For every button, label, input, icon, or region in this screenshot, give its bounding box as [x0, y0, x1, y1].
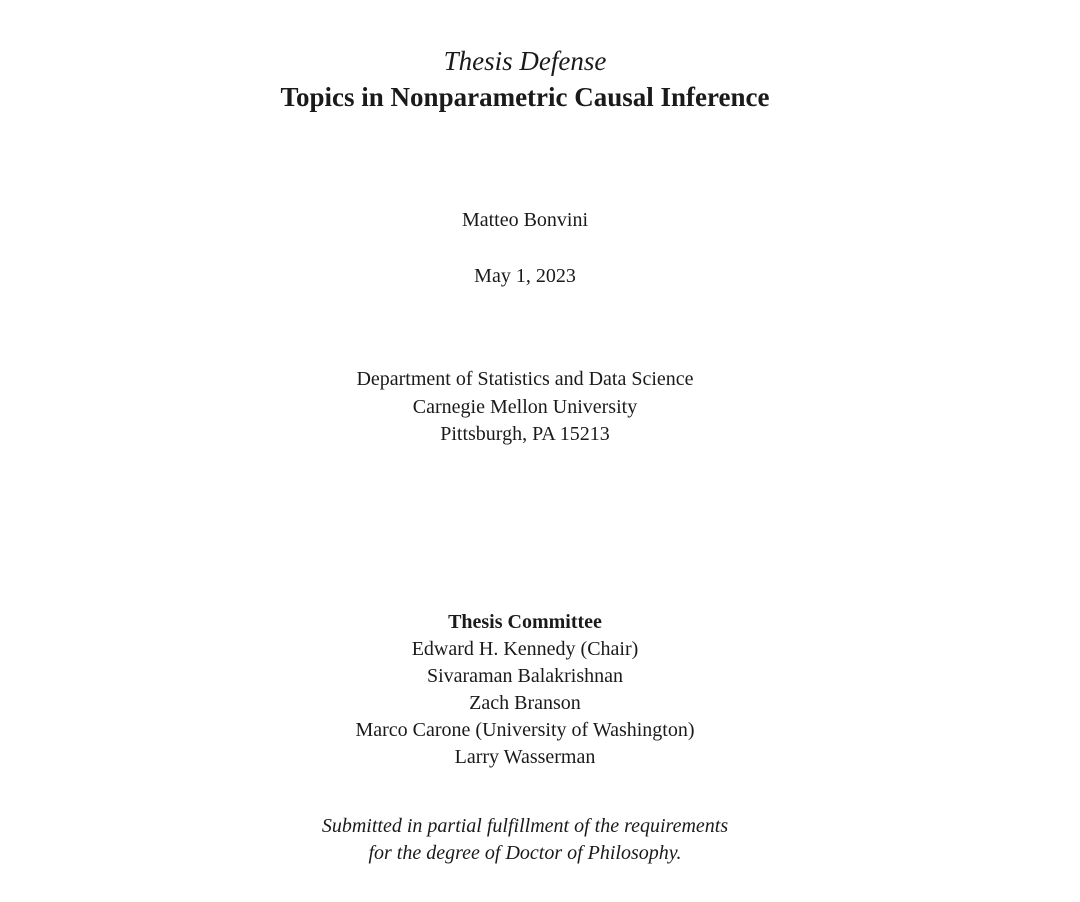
author-name: Matteo Bonvini — [461, 209, 589, 231]
university-location: Pittsburgh, PA 15213 — [440, 423, 610, 445]
submission-statement — [0, 813, 1050, 867]
committee-member: Larry Wasserman — [454, 746, 596, 768]
submission-line-2: for the degree of Doctor of Philosophy. — [368, 842, 682, 864]
committee-member: Zach Branson — [469, 692, 581, 714]
defense-date: May 1, 2023 — [474, 265, 576, 287]
document-title: Topics in Nonparametric Causal Inference — [280, 82, 770, 112]
committee-member: Edward H. Kennedy (Chair) — [411, 638, 639, 660]
affiliation-block — [0, 366, 1050, 449]
committee-heading: Thesis Committee — [448, 611, 602, 633]
committee-member: Sivaraman Balakrishnan — [426, 665, 624, 687]
committee-block — [0, 609, 1050, 771]
submission-line-1: Submitted in partial fulfillment of the requirements — [321, 815, 729, 837]
document-subtitle: Thesis Defense — [443, 46, 607, 76]
university-name: Carnegie Mellon University — [412, 395, 638, 418]
department-name: Department of Statistics and Data Science — [356, 368, 694, 390]
committee-member: Marco Carone (University of Washington) — [355, 719, 695, 741]
